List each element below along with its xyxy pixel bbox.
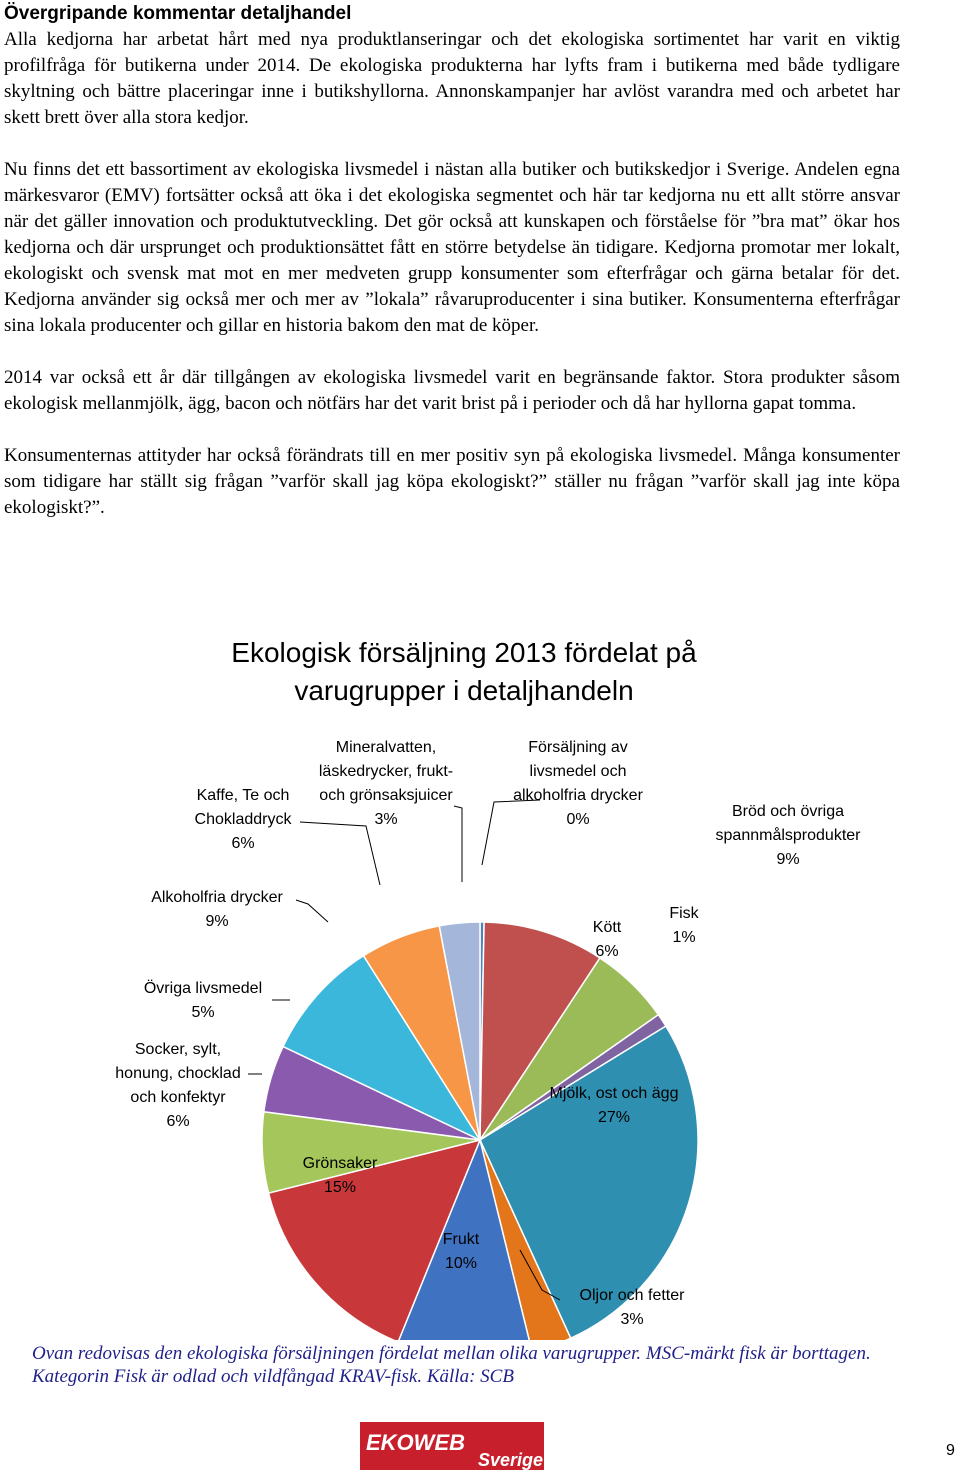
leader-line-12 [300, 822, 380, 885]
pie-chart [0, 620, 960, 1340]
figure-caption: Ovan redovisas den ekologiska försäljningen fördelat mellan olika varugrupper. MSC-märkt fisk är borttagen. Kategorin Fisk är odlad och vildfångad KRAV-fisk. Källa: SCB [32, 1343, 871, 1387]
slice-label-13: Mineralvatten, läskedrycker, frukt-och grönsaksjuicer 3% [318, 739, 454, 828]
paragraph-2: Nu finns det ett bassortiment av ekologiska livsmedel i nästan alla butiker och butikskedjor i Sverige. Andelen egna märkesvaror (EMV) fortsätter också att öka i det ekologiska segmentet och här tar kedjorna nu ett allt större ansvar när det gäller innovation och produktutveckling. Det gör också att kunskapen och förståelse för ”bra mat” ökar hos kedjorna och där ursprunget och produktionsättet fått en större betydelse än tidigare. Kedjorna promotar mer lokalt, ekologiskt och svensk mat mot en mer medveten grupp konsumenter som efterfrågar och gärna betalar för det. Kedjorna använder sig också mer och mer av ”lokala” råvaruproducenter i sina butiker. Konsumenterna efterfrågar sina lokala producenter och gillar en historia bakom den mat de köper. [4, 159, 900, 336]
page-number: 9 [946, 1442, 955, 1459]
paragraph-1: Alla kedjorna har arbetat hårt med nya produktlanseringar och det ekologiska sortimentet har varit en viktig profilfråga för butikerna under 2014. De ekologiska produkterna har lyfts fram i butikerna med både tydligare skyltning och bättre placeringar inne i butikshyllorna. Annonskampanjer har avlöst varandra med och arbetet har skett brett över alla stora kedjor. [4, 29, 900, 128]
document-body [4, 0, 900, 547]
logo-text: EKOWEB [366, 1430, 465, 1455]
slice-label-4: Fisk 1% [669, 905, 699, 946]
logo-subtext: Sverige [478, 1450, 544, 1470]
slice-label-7: Frukt 10% [442, 1231, 480, 1272]
leader-line-13 [454, 806, 462, 882]
slice-label-1: Försäljning av livsmedel och alkoholfria drycker 0% [513, 739, 643, 828]
leader-line-11 [296, 900, 328, 922]
leader-line-1 [482, 800, 540, 865]
section-heading: Övergripande kommentar detaljhandel [4, 3, 352, 24]
paragraph-4: Konsumenternas attityder har också förändrats till en mer positiv syn på ekologiska livsmedel. Många konsumenter som tidigare har ställt sig frågan ”varför skall jag köpa ekologiskt?” ställer nu frågan ”varför skall jag inte köpa ekologiskt?”. [4, 445, 900, 518]
slice-label-3: Kött 6% [592, 919, 622, 960]
slice-label-11: Alkoholfria drycker 9% [151, 889, 283, 930]
paragraph-3: 2014 var också ett år där tillgången av ekologiska livsmedel varit en begränsande faktor. Stora produkter såsom ekologisk mellanmjölk, ägg, bacon och nötfärs har det varit brist på i perioder och då har hyllorna gapat tomma. [4, 367, 900, 414]
slice-label-10: Övriga livsmedel 5% [143, 980, 263, 1021]
slice-label-8: Grönsaker 15% [302, 1155, 378, 1196]
slice-label-5: Mjölk, ost och ägg 27% [549, 1085, 679, 1126]
chart-title-line-1: Ekologisk försäljning 2013 fördelat på [231, 637, 697, 668]
pie-chart-container [0, 620, 960, 1340]
chart-title-line-2: varugrupper i detaljhandeln [294, 675, 634, 706]
ekoweb-logo [360, 1420, 544, 1472]
slice-label-6: Oljor och fetter 3% [579, 1287, 685, 1328]
slice-label-2: Bröd och övriga spannmålsprodukter 9% [715, 803, 861, 868]
slice-label-12: Kaffe, Te och Chokladdryck 6% [194, 787, 292, 852]
slice-label-9: Socker, sylt, honung, chocklad och konfektyr 6% [115, 1041, 241, 1130]
